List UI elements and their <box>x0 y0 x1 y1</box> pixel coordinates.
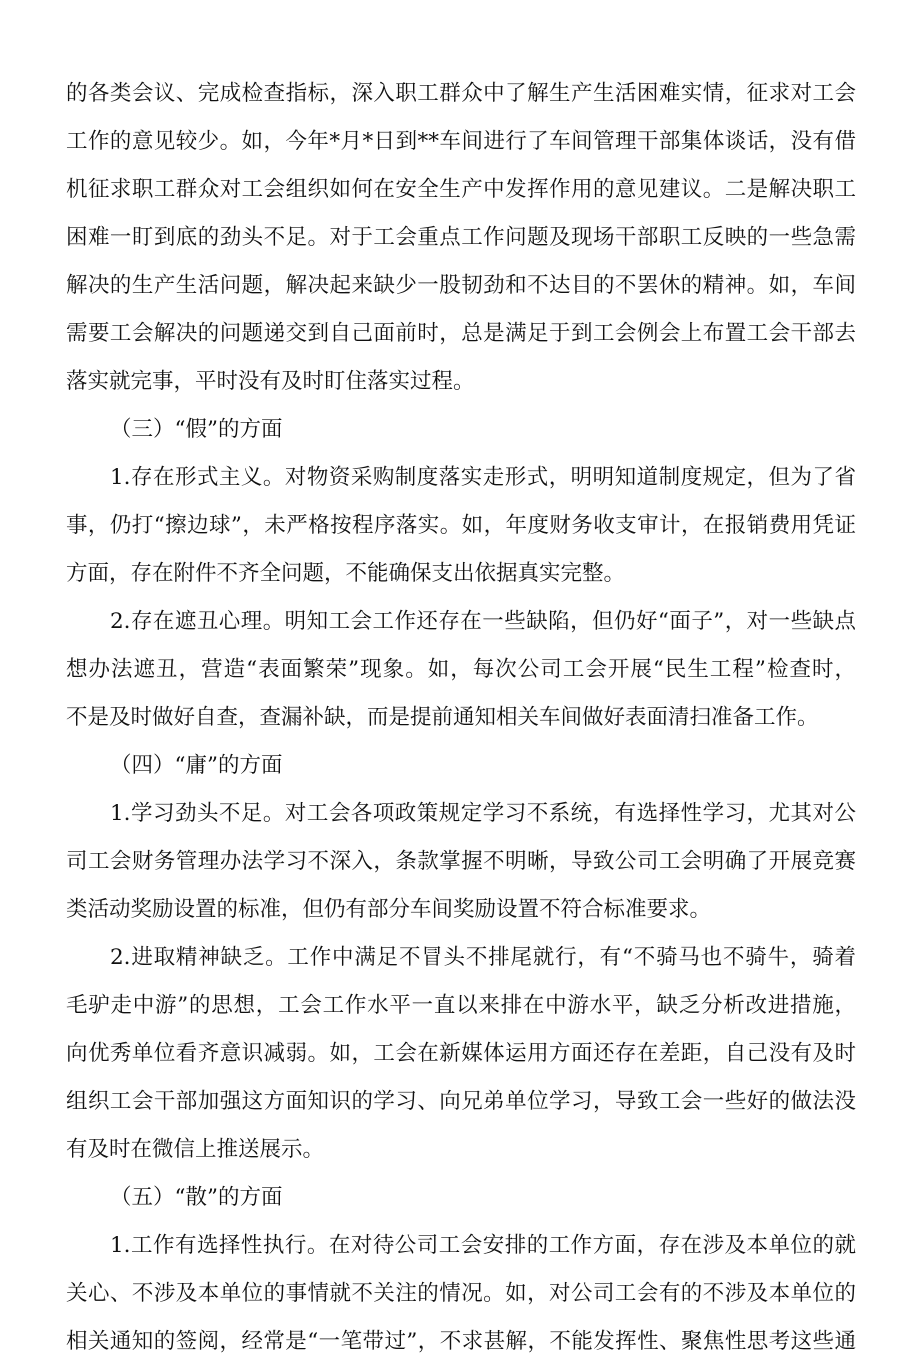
paragraph-first-line: 1.存在形式主义。对物资采购制度落实走形式，明明知道制度规定，但为了省 <box>110 465 856 490</box>
text-line: 关心、不涉及本单位的事情就不关注的情况。如，对公司工会有的不涉及本单位的 <box>66 1281 856 1306</box>
text-line: 有及时在微信上推送展示。 <box>66 1137 325 1162</box>
text-line: 机征求职工群众对工会组织如何在安全生产中发挥作用的意见建议。二是解决职工 <box>66 177 856 202</box>
section-heading: （四）“庸”的方面 <box>110 753 283 778</box>
text-line: 困难一盯到底的劲头不足。对于工会重点工作问题及现场干部职工反映的一些急需 <box>66 225 856 250</box>
text-line: 毛驴走中游”的思想，工会工作水平一直以来排在中游水平，缺乏分析改进措施， <box>66 993 856 1018</box>
text-line: 组织工会干部加强这方面知识的学习、向兄弟单位学习，导致工会一些好的做法没 <box>66 1089 856 1114</box>
text-line: 落实就完事，平时没有及时盯住落实过程。 <box>66 369 475 394</box>
text-line: 不是及时做好自查，查漏补缺，而是提前通知相关车间做好表面清扫准备工作。 <box>66 705 819 730</box>
text-line: 司工会财务管理办法学习不深入，条款掌握不明晰，导致公司工会明确了开展竞赛 <box>66 849 856 874</box>
paragraph-first-line: 2.存在遮丑心理。明知工会工作还存在一些缺陷，但仍好“面子”，对一些缺点 <box>110 609 856 634</box>
text-line: 相关通知的签阅，经常是“一笔带过”，不求甚解，不能发挥性、聚焦性思考这些通 <box>66 1329 856 1354</box>
section-heading: （五）“散”的方面 <box>110 1185 283 1210</box>
paragraph-first-line: 2.进取精神缺乏。工作中满足不冒头不排尾就行，有“不骑马也不骑牛，骑着 <box>110 945 856 970</box>
paragraph-first-line: 1.工作有选择性执行。在对待公司工会安排的工作方面，存在涉及本单位的就 <box>110 1233 856 1258</box>
text-line: 的各类会议、完成检查指标，深入职工群众中了解生产生活困难实情，征求对工会 <box>66 81 856 106</box>
text-line: 事，仍打“擦边球”，未严格按程序落实。如，年度财务收支审计，在报销费用凭证 <box>66 513 856 538</box>
text-line: 想办法遮丑，营造“表面繁荣”现象。如，每次公司工会开展“民生工程”检查时， <box>66 657 856 682</box>
text-line: 向优秀单位看齐意识减弱。如，工会在新媒体运用方面还存在差距，自己没有及时 <box>66 1041 856 1066</box>
text-line: 方面，存在附件不齐全问题，不能确保支出依据真实完整。 <box>66 561 626 586</box>
section-heading: （三）“假”的方面 <box>110 417 283 442</box>
text-line: 需要工会解决的问题递交到自己面前时，总是满足于到工会例会上布置工会干部去 <box>66 321 856 346</box>
text-line: 类活动奖励设置的标准，但仍有部分车间奖励设置不符合标准要求。 <box>66 897 712 922</box>
text-line: 工作的意见较少。如，今年*月*日到**车间进行了车间管理干部集体谈话，没有借 <box>66 129 856 154</box>
document-page <box>66 70 856 1366</box>
text-line: 解决的生产生活问题，解决起来缺少一股韧劲和不达目的不罢休的精神。如，车间 <box>66 273 856 298</box>
paragraph-first-line: 1.学习劲头不足。对工会各项政策规定学习不系统，有选择性学习，尤其对公 <box>110 801 856 826</box>
